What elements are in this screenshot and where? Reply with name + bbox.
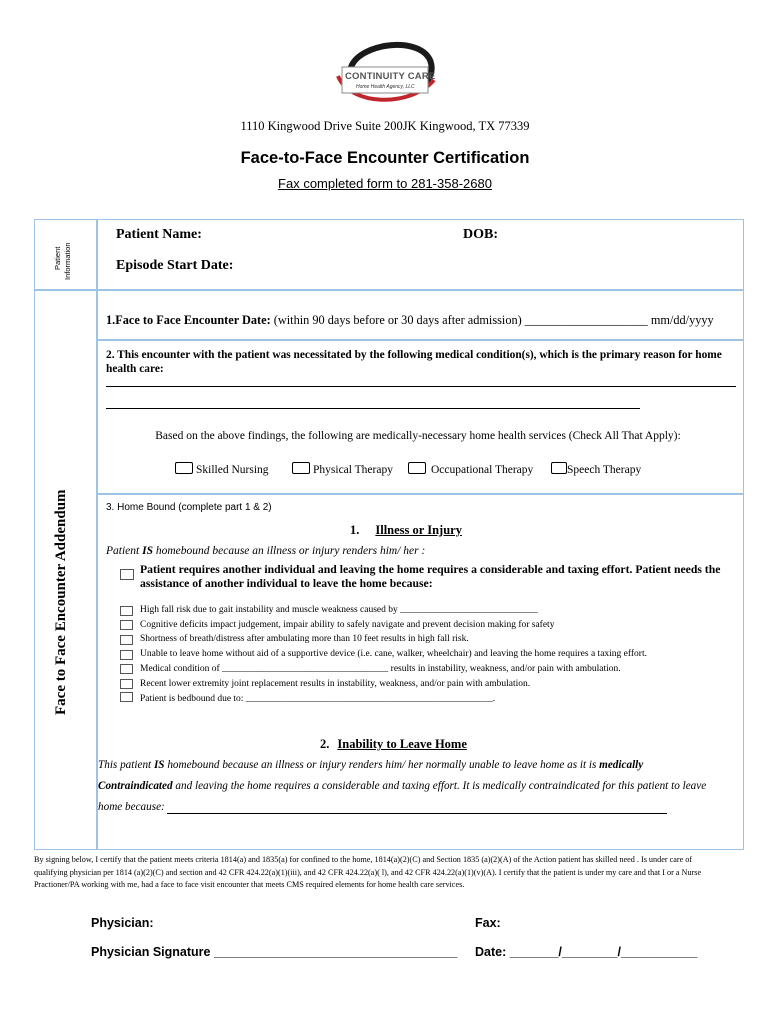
reason-checkbox-fall-risk[interactable] [120,606,133,616]
part2-line-1: This patient IS homebound because an illness or injury renders him/ her normally unable to leave home as it is medically [98,759,644,771]
homebound-header: 3. Home Bound (complete part 1 & 2) [106,502,272,513]
services-intro: Based on the above findings, the following are medically-necessary home health services (Check All That Apply): [155,430,681,442]
medical-condition-blank-1[interactable] [106,386,736,387]
patient-name-label: Patient Name: [116,227,202,242]
service-occupational-therapy[interactable]: Occupational Therapy [408,462,533,476]
reason-bedbound: Patient is bedbound due to: ____________________________________________________. [140,694,496,704]
reason-condition: Medical condition of ___________________________________ results in instability, weakness, and/or pain with ambulation. [140,664,621,674]
medical-condition-q-line1: 2. This encounter with the patient was necessitated by the following medical condition(s), which is the primary reason for home [106,349,722,361]
reason-breath: Shortness of breath/distress after ambulating more than 10 feet results in high fall risk. [140,634,469,644]
logo-subtitle: Home Health Agency, LLC [356,84,415,90]
reason-fall-risk: High fall risk due to gait instability and muscle weakness caused by _____________________________ [140,605,538,615]
reason-device: Unable to leave home without aid of a supportive device (i.e. cane, walker, wheelchair) and leaving the home requires a taxing effort. [140,649,647,659]
assistance-checkbox[interactable] [120,569,134,580]
certification-line-2: qualifying physician per 1814 (a)(2)(C) and section and 42 CFR 424.22(a)(1)(iii), and 42 CFR 424.22(a)( l), and 42 CFR 424.22(a)(1)(v)(A). I certify that the patient is under my care and that I or a Nurse [34,868,702,877]
reason-cognitive: Cognitive deficits impact judgement, impair ability to safely navigate and prevent decision making for safety [140,620,555,630]
physical-therapy-checkbox[interactable] [292,462,310,474]
patient-info-side-label-2: Information [63,242,72,280]
page-title: Face-to-Face Encounter Certification [240,149,530,167]
assistance-text-1: Patient requires another individual and leaving the home requires a considerable and taxing effort. Patient needs the [140,563,721,576]
encounter-date-label: 1.Face to Face Encounter Date: [106,313,271,327]
part1-heading: 1. Illness or Injury [350,523,462,537]
part2-heading: 2. Inability to Leave Home [320,737,467,751]
reason-joint: Recent lower extremity joint replacement results in instability, weakness, and/or pain with ambulation. [140,679,531,689]
encounter-date-question [106,313,714,328]
dob-label: DOB: [463,227,498,242]
reason-checkbox-cognitive[interactable] [120,620,133,630]
part2-line-2: Contraindicated and leaving the home requires a considerable and taxing effort. It is medically contraindicated for this patient to leave [98,780,707,792]
reason-checkbox-joint[interactable] [120,679,133,689]
encounter-date-instructions: (within 90 days before or 30 days after admission) ____________________ mm/dd/yyyy [270,313,714,327]
fax-label: Fax: [475,916,501,930]
home-because-blank[interactable] [167,813,667,814]
part1-intro: Patient IS homebound because an illness or injury renders him/ her : [106,545,426,557]
service-speech-therapy[interactable]: Speech Therapy [551,462,641,476]
service-skilled-nursing[interactable]: Skilled Nursing [175,462,269,476]
certification-line-1: By signing below, I certify that the patient meets criteria 1814(a) and 1835(a) for confined to the home, 1814(a)(2)(C) and Section 1835 (a)(2)(A) of the Action patient has skilled need . Is under care of [34,855,693,864]
addendum-side-label: Face to Face Encounter Addendum [53,489,69,715]
episode-start-label: Episode Start Date: [116,258,234,273]
fax-instruction: Fax completed form to 281-358-2680 [278,176,492,191]
skilled-nursing-checkbox[interactable] [175,462,193,474]
reason-checkbox-condition[interactable] [120,664,133,674]
company-logo [330,36,440,106]
logo-name: CONTINUITY CARE [345,71,436,82]
physician-label: Physician: [91,916,154,930]
assistance-text-2: assistance of another individual to leave the home because: [140,577,433,590]
reason-checkbox-device[interactable] [120,650,133,660]
service-physical-therapy[interactable]: Physical Therapy [292,462,393,476]
agency-address: 1110 Kingwood Drive Suite 200JK Kingwood, TX 77339 [240,119,530,133]
patient-info-side-label-1: Patient [53,246,62,270]
occupational-therapy-checkbox[interactable] [408,462,426,474]
certification-line-3: Practioner/PA working with me, had a face to face visit encounter that meets CMS required elements for home health care services. [34,880,465,889]
speech-therapy-checkbox[interactable] [551,462,567,474]
date-field[interactable]: Date: _______/________/___________ [475,945,698,959]
medical-condition-q-line2: health care: [106,363,164,375]
reason-checkbox-breath[interactable] [120,635,133,645]
medical-condition-blank-2[interactable] [106,408,640,409]
part2-line-3: home because: [98,801,165,813]
physician-signature-field[interactable]: Physician Signature ___________________________________ [91,945,458,959]
reason-checkbox-bedbound[interactable] [120,692,133,702]
